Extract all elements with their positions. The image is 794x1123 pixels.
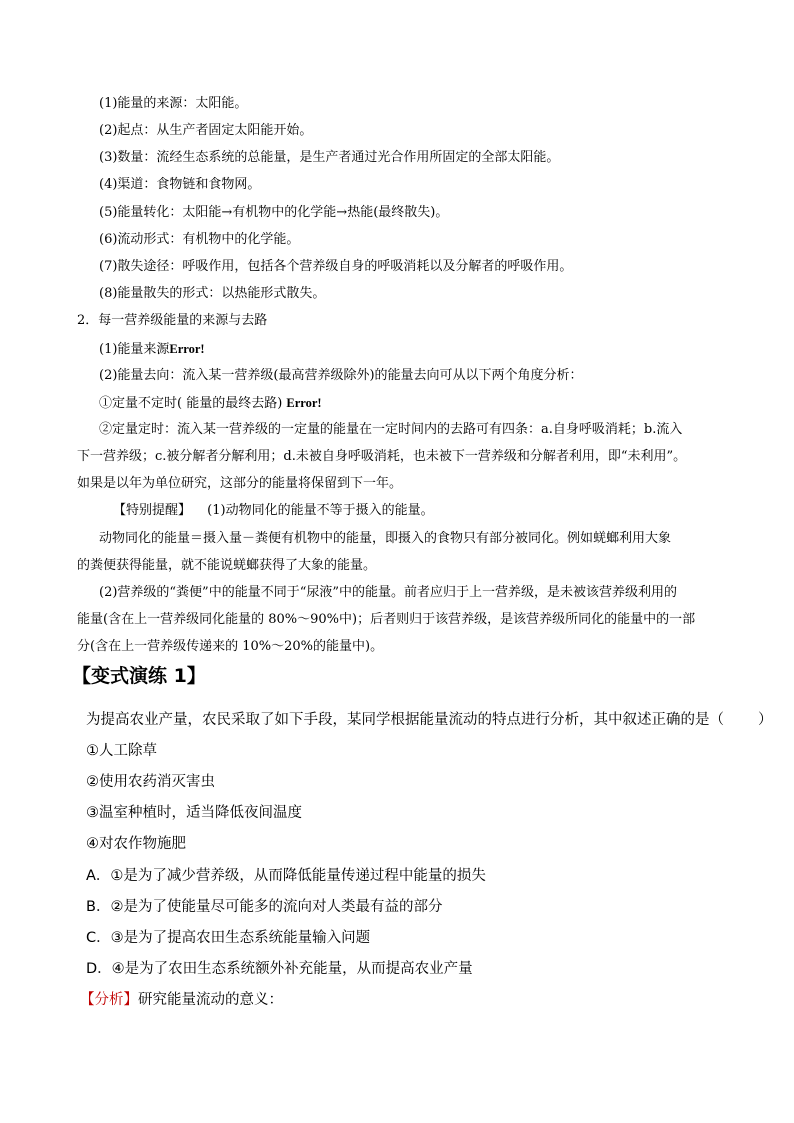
flow-form-line: (6)流动形式：有机物中的化学能。 [99,232,300,247]
energy-source-2-line [99,341,205,358]
question-close-paren: ） [758,712,773,728]
energy-destination-intro: (2)能量去向：流入某一营养级(最高营养级除外)的能量去向可从以下两个角度分析： [99,368,583,383]
analysis-label: 【分析】 [80,992,138,1008]
measure-item: ④对农作物施肥 [86,836,186,852]
energy-source-2-text: (1)能量来源 [99,342,170,357]
dissipation-route-line: (7)散失途径：呼吸作用，包括各个营养级自身的呼吸消耗以及分解者的呼吸作用。 [99,259,573,274]
measure-item: ①人工除草 [86,743,157,759]
tip-body-line-2: 的粪便获得能量，就不能说蜣螂获得了大象的能量。 [77,558,377,573]
section-2-title: 2．每一营养级能量的来源与去路 [77,313,268,328]
quantitative-timed-line-3: 如果是以年为单位研究，这部分的能量将保留到下一年。 [77,476,403,491]
tip-body-line-1: 动物同化的能量＝摄入量－粪便有机物中的能量，即摄入的食物只有部分被同化。例如蜣螂利用大象 [99,531,672,546]
option-a: A．①是为了减少营养级，从而降低能量传递过程中能量的损失 [86,868,486,884]
tip-point-2-line-3: 分(含在上一营养级传递来的 10%～20%的能量中)。 [77,639,384,654]
quantity-line: (3)数量：流经生态系统的总能量，是生产者通过光合作用所固定的全部太阳能。 [99,150,560,165]
special-tip-point-1: (1)动物同化的能量不等于摄入的能量。 [207,503,434,518]
dissipation-form-line: (8)能量散失的形式：以热能形式散失。 [99,286,326,301]
option-b: B．②是为了使能量尽可能多的流向对人类最有益的部分 [86,899,443,915]
error-text: Error! [169,342,205,356]
tip-point-2-line-2: 能量(含在上一营养级同化能量的 80%～90%中)；后者则归于该营养级，是该营养级所同化的能量中的一部 [77,612,696,627]
tip-point-2-line-1: (2)营养级的“粪便”中的能量不同于“尿液”中的能量。前者应归于上一营养级，是未被该营养级利用的 [99,585,677,600]
analysis-text: 研究能量流动的意义： [138,992,283,1008]
measure-item: ③温室种植时，适当降低夜间温度 [86,805,302,821]
special-tip-label: 【特别提醒】 [113,503,192,518]
quantitative-timed-line-1: ②定量定时：流入某一营养级的一定量的能量在一定时间内的去路可有四条：a.自身呼吸消耗；b.流入 [99,422,683,437]
quantitative-untimed-text: ①定量不定时( 能量的最终去路) [99,396,283,411]
option-d: D．④是为了农田生态系统额外补充能量，从而提高农业产量 [86,961,473,977]
special-tip-line [113,503,434,519]
conversion-line: (5)能量转化：太阳能→有机物中的化学能→热能(最终散失)。 [99,205,449,220]
error-text: Error! [286,396,322,410]
quantitative-timed-line-2: 下一营养级；c.被分解者分解利用；d.未被自身呼吸消耗，也未被下一营养级和分解者利用，即“未利用”。 [77,449,687,464]
question-stem: 为提高农业产量，农民采取了如下手段，某同学根据能量流动的特点进行分析，其中叙述正确的是（ [86,712,724,728]
question-text [86,711,773,729]
measure-item: ②使用农药消灭害虫 [86,774,215,790]
start-point-line: (2)起点：从生产者固定太阳能开始。 [99,123,313,138]
energy-source-line: (1)能量的来源：太阳能。 [99,96,248,111]
quantitative-untimed-line [99,395,322,412]
analysis-line [80,991,283,1009]
option-c: C．③是为了提高农田生态系统能量输入问题 [86,930,371,946]
channel-line: (4)渠道：食物链和食物网。 [99,177,261,192]
exercise-heading: 【变式演练 1】 [72,665,206,687]
